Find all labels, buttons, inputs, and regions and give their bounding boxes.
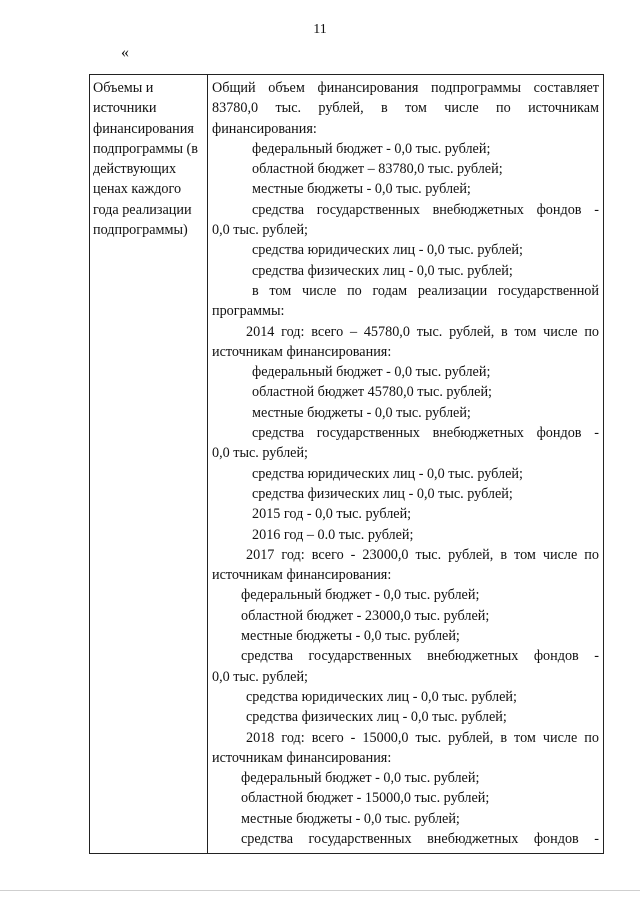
text-line: 2017 год: всего - 23000,0 тыс. рублей, в том числе по	[246, 546, 599, 563]
text-line: 0,0 тыс. рублей;	[212, 222, 308, 239]
text-line: 2018 год: всего - 15000,0 тыс. рублей, в том числе по	[246, 729, 599, 746]
text-line: федеральный бюджет - 0,0 тыс. рублей;	[252, 140, 491, 157]
row-header-cell	[90, 75, 208, 854]
text-line: средства физических лиц - 0,0 тыс. рублей;	[252, 485, 513, 502]
text-line: Общий объем финансирования подпрограммы составляет	[212, 80, 599, 96]
funding-table	[89, 74, 604, 854]
text-line: местные бюджеты - 0,0 тыс. рублей;	[252, 181, 471, 198]
row-header-line: подпрограммы (в	[93, 140, 198, 157]
text-line: областной бюджет - 23000,0 тыс. рублей;	[241, 607, 490, 624]
text-line: средства юридических лиц - 0,0 тыс. рублей;	[252, 465, 523, 482]
text-line: местные бюджеты - 0,0 тыс. рублей;	[241, 810, 460, 827]
text-line: 2014 год: всего – 45780,0 тыс. рублей, в том числе по	[246, 323, 599, 340]
text-line: программы:	[212, 303, 285, 320]
text-line: средства физических лиц - 0,0 тыс. рублей;	[246, 709, 507, 726]
text-line: федеральный бюджет - 0,0 тыс. рублей;	[241, 587, 480, 604]
text-line: в том числе по годам реализации государственной	[252, 282, 599, 299]
text-line: 0,0 тыс. рублей;	[212, 445, 308, 462]
funding-description-cell	[208, 75, 604, 854]
text-line: областной бюджет - 15000,0 тыс. рублей;	[241, 790, 490, 807]
text-line: местные бюджеты - 0,0 тыс. рублей;	[252, 404, 471, 421]
row-header-line: ценах каждого	[93, 181, 182, 198]
row-header-line: источники	[93, 100, 157, 117]
text-line: областной бюджет 45780,0 тыс. рублей;	[252, 384, 493, 401]
text-line: областной бюджет – 83780,0 тыс. рублей;	[252, 161, 503, 178]
row-header-line: Объемы и	[93, 80, 154, 96]
text-line: федеральный бюджет - 0,0 тыс. рублей;	[252, 364, 491, 381]
page-number: 11	[313, 22, 327, 37]
text-line: местные бюджеты - 0,0 тыс. рублей;	[241, 628, 460, 645]
text-line: 83780,0 тыс. рублей, в том числе по источникам	[212, 100, 599, 117]
text-line: источникам финансирования:	[212, 343, 392, 360]
text-line: средства юридических лиц - 0,0 тыс. рублей;	[246, 688, 517, 705]
text-line: средства государственных внебюджетных фондов -	[252, 201, 599, 218]
row-header-line: года реализации	[93, 201, 192, 218]
text-line: федеральный бюджет - 0,0 тыс. рублей;	[241, 770, 480, 787]
text-line: источникам финансирования:	[212, 567, 392, 584]
opening-quote-mark: «	[121, 44, 129, 61]
text-line: 0,0 тыс. рублей;	[212, 668, 308, 685]
text-line: средства государственных внебюджетных фондов -	[241, 830, 599, 847]
page-bottom-edge	[0, 890, 640, 891]
text-line: источникам финансирования:	[212, 749, 392, 766]
text-line: 2016 год – 0.0 тыс. рублей;	[252, 526, 414, 543]
text-line: средства государственных внебюджетных фондов -	[252, 425, 599, 442]
text-line: средства государственных внебюджетных фондов -	[241, 648, 599, 665]
row-header-line: подпрограммы)	[93, 222, 188, 239]
text-line: средства физических лиц - 0,0 тыс. рублей;	[252, 262, 513, 279]
table-row	[90, 75, 604, 854]
text-line: финансирования:	[212, 120, 317, 137]
text-line: средства юридических лиц - 0,0 тыс. рублей;	[252, 242, 523, 259]
text-line: 2015 год - 0,0 тыс. рублей;	[252, 506, 412, 523]
row-header-line: действующих	[93, 161, 177, 178]
row-header-line: финансирования	[93, 120, 194, 137]
